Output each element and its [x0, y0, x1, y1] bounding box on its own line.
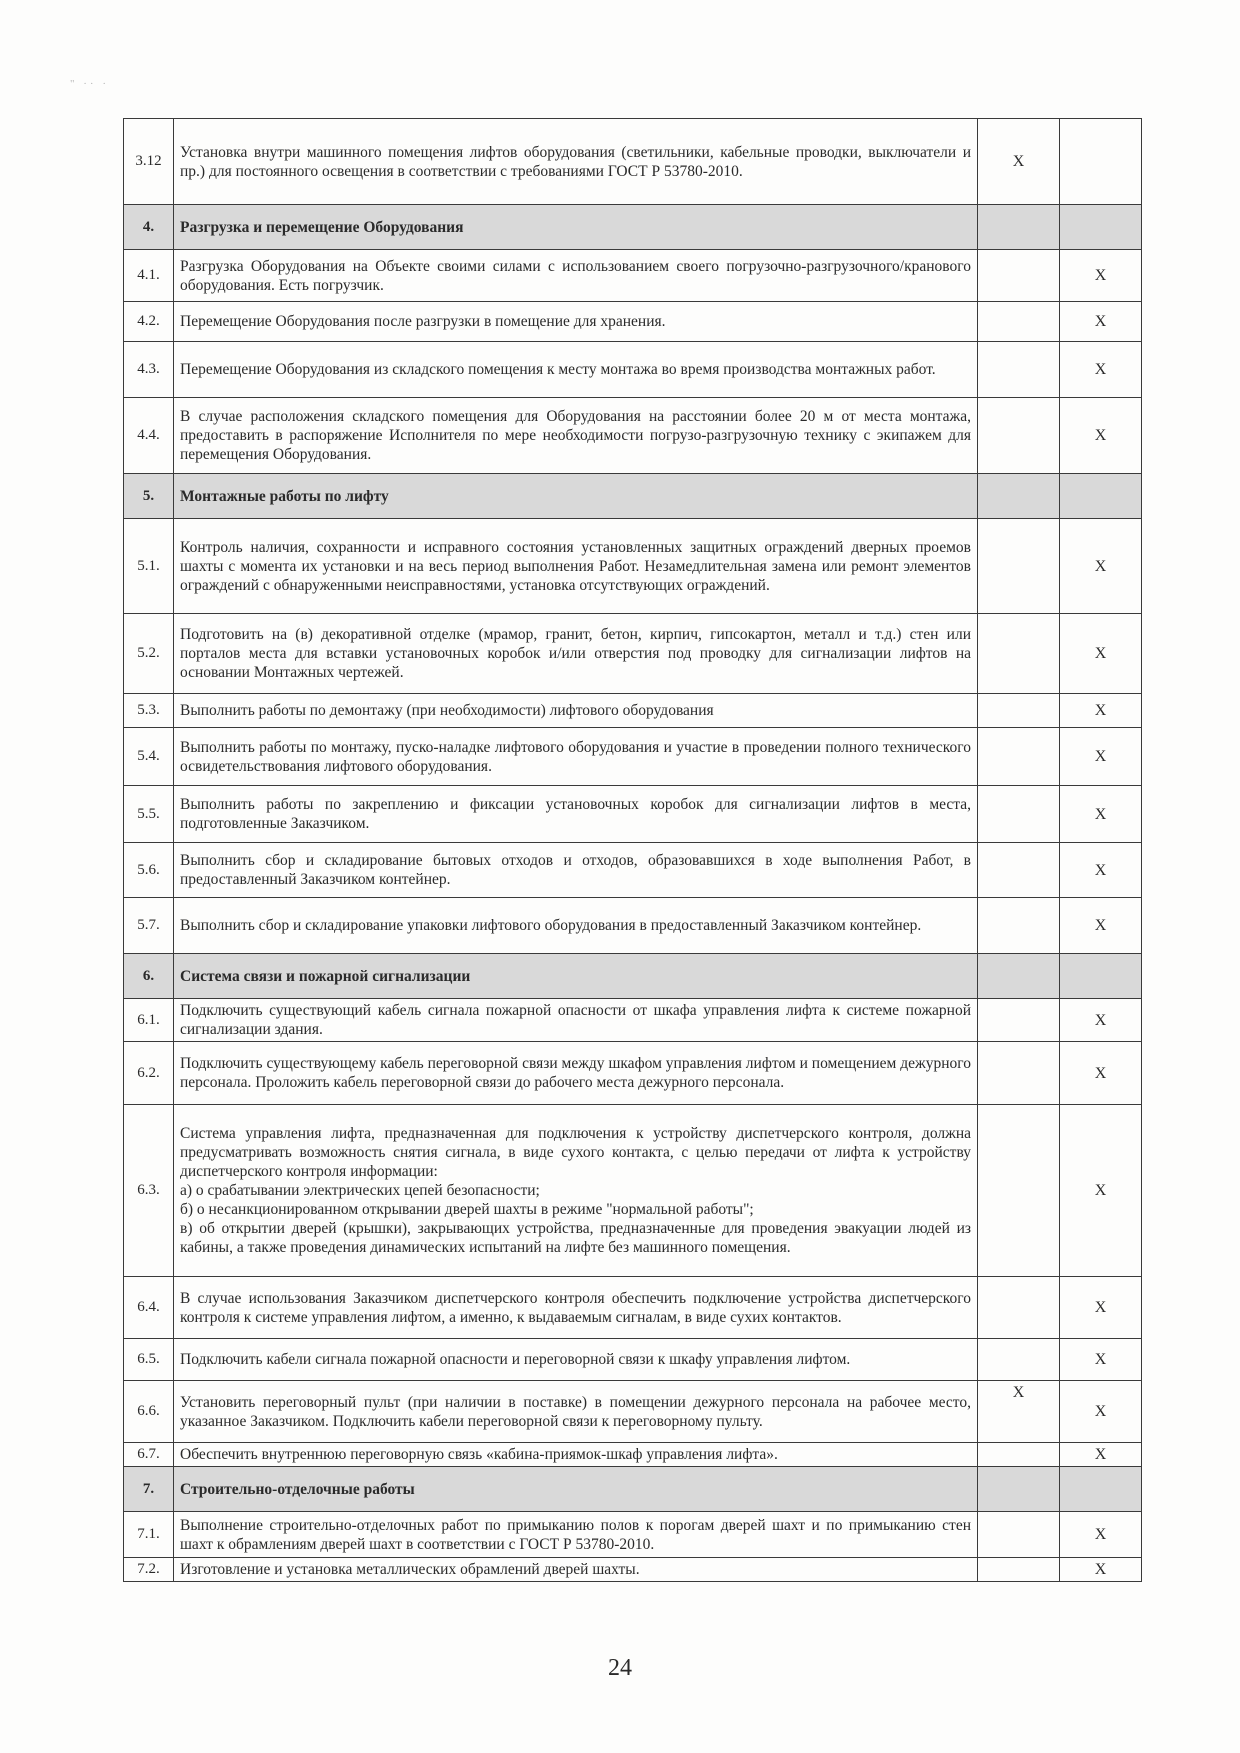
item-number: 4.1.: [124, 250, 174, 302]
responsibility-mark-a: [978, 614, 1060, 694]
responsibility-mark-a: [978, 999, 1060, 1042]
section-empty-cell: [978, 954, 1060, 999]
item-number: 5.3.: [124, 694, 174, 728]
responsibility-mark-a: [978, 1339, 1060, 1381]
item-description: Подключить существующий кабель сигнала пожарной опасности от шкафа управления лифта к системе пожарной сигнализации здания.: [174, 999, 978, 1042]
section-header-row: [124, 205, 1142, 250]
responsibility-mark-a: [978, 1558, 1060, 1582]
item-number: 6.2.: [124, 1042, 174, 1105]
item-number: 7.2.: [124, 1558, 174, 1582]
item-description: Установить переговорный пульт (при наличии в поставке) в помещении дежурного персонала на рабочее место, указанное Заказчиком. Подключить кабели переговорной связи к переговорному пульту.: [174, 1381, 978, 1443]
table-row: [124, 1042, 1142, 1105]
item-description: Выполнить работы по закреплению и фиксации установочных коробок для сигнализации лифтов в места, подготовленные Заказчиком.: [174, 786, 978, 843]
table-row: [124, 999, 1142, 1042]
table-row: [124, 1277, 1142, 1339]
item-number: 5.2.: [124, 614, 174, 694]
section-header-row: [124, 954, 1142, 999]
item-description: Установка внутри машинного помещения лифтов оборудования (светильники, кабельные проводки, выключатели и пр.) для постоянного освещения в соответствии с требованиями ГОСТ Р 53780-2010.: [174, 119, 978, 205]
section-empty-cell: [978, 205, 1060, 250]
item-description: Выполнить работы по монтажу, пуско-наладке лифтового оборудования и участие в проведении полного технического освидетельствования лифтового оборудования.: [174, 728, 978, 786]
responsibility-mark-b: X: [1060, 519, 1142, 614]
item-description: Выполнить сбор и складирование бытовых отходов и отходов, образовавшихся в ходе выполнения Работ, в предоставленный Заказчиком контейнер.: [174, 843, 978, 898]
item-description: Обеспечить внутреннюю переговорную связь «кабина-приямок-шкаф управления лифта».: [174, 1443, 978, 1467]
table-row: [124, 1443, 1142, 1467]
section-header-row: [124, 474, 1142, 519]
item-description: Разгрузка Оборудования на Объекте своими силами с использованием своего погрузочно-разгрузочного/кранового оборудования. Есть погрузчик.: [174, 250, 978, 302]
table-row: [124, 898, 1142, 954]
item-number: 3.12: [124, 119, 174, 205]
section-empty-cell: [1060, 1467, 1142, 1512]
table-row: [124, 398, 1142, 474]
table-row: [124, 1558, 1142, 1582]
responsibility-mark-b: X: [1060, 898, 1142, 954]
section-number: 4.: [124, 205, 174, 250]
responsibility-mark-b: X: [1060, 1339, 1142, 1381]
page-number: 24: [608, 1655, 632, 1681]
responsibility-mark-a: [978, 1443, 1060, 1467]
section-empty-cell: [1060, 954, 1142, 999]
item-description: Перемещение Оборудования из складского помещения к месту монтажа во время производства монтажных работ.: [174, 342, 978, 398]
section-empty-cell: [978, 474, 1060, 519]
section-title: Система связи и пожарной сигнализации: [174, 954, 978, 999]
responsibility-mark-b: X: [1060, 1277, 1142, 1339]
responsibility-mark-a: [978, 250, 1060, 302]
item-description: Система управления лифта, предназначенная для подключения к устройству диспетчерского контроля, должна предусматривать возможность снятия сигнала, в виде сухого контакта, с целью передачи от лифта к устройству диспетчерского контроля информации: а) о срабатывании электрических цепей безопасности; б) о несанкционированном открывании дверей шахты в режиме "нормальной работы"; в) об открытии дверей (крышки), закрывающих устройства, предназначенные для проведения эвакуации людей из кабины, а также проведения динамических испытаний на лифте без машинного помещения.: [174, 1105, 978, 1277]
responsibility-mark-a: [978, 843, 1060, 898]
works-table-body: [124, 119, 1142, 1582]
table-row: [124, 1381, 1142, 1443]
table-row: [124, 1512, 1142, 1558]
responsibility-mark-a: [978, 1105, 1060, 1277]
responsibility-mark-a: [978, 728, 1060, 786]
section-empty-cell: [978, 1467, 1060, 1512]
item-number: 4.4.: [124, 398, 174, 474]
section-number: 5.: [124, 474, 174, 519]
item-number: 5.7.: [124, 898, 174, 954]
responsibility-mark-b: X: [1060, 1558, 1142, 1582]
table-row: [124, 119, 1142, 205]
responsibility-mark-b: X: [1060, 342, 1142, 398]
document-page: [123, 118, 1141, 1582]
item-number: 5.4.: [124, 728, 174, 786]
responsibility-mark-a: [978, 1277, 1060, 1339]
item-number: 6.4.: [124, 1277, 174, 1339]
item-number: 6.5.: [124, 1339, 174, 1381]
table-row: [124, 614, 1142, 694]
table-row: [124, 694, 1142, 728]
responsibility-mark-a: [978, 786, 1060, 843]
responsibility-mark-a: [978, 694, 1060, 728]
responsibility-mark-a: X: [978, 1381, 1060, 1443]
responsibility-mark-b: X: [1060, 999, 1142, 1042]
item-description: Изготовление и установка металлических обрамлений дверей шахты.: [174, 1558, 978, 1582]
responsibility-mark-a: [978, 342, 1060, 398]
responsibility-mark-b: X: [1060, 1512, 1142, 1558]
item-description: Контроль наличия, сохранности и исправного состояния установленных защитных ограждений дверных проемов шахты с момента их установки и на весь период выполнения Работ. Незамедлительная замена или ремонт элементов ограждений с обнаруженными неисправностями, установка отсутствующих ограждений.: [174, 519, 978, 614]
item-description: Выполнение строительно-отделочных работ по примыканию полов к порогам дверей шахт и по примыканию стен шахт к обрамлениям дверей шахт в соответствии с ГОСТ Р 53780-2010.: [174, 1512, 978, 1558]
item-description: Подключить существующему кабель переговорной связи между шкафом управления лифтом и помещением дежурного персонала. Проложить кабель переговорной связи до рабочего места дежурного персонала.: [174, 1042, 978, 1105]
item-number: 6.1.: [124, 999, 174, 1042]
responsibility-mark-a: [978, 398, 1060, 474]
responsibility-mark-b: X: [1060, 1105, 1142, 1277]
responsibility-mark-b: [1060, 119, 1142, 205]
item-number: 5.1.: [124, 519, 174, 614]
scan-artifact: " ·· ·: [70, 78, 109, 90]
table-row: [124, 1339, 1142, 1381]
table-row: [124, 342, 1142, 398]
responsibility-mark-b: X: [1060, 1042, 1142, 1105]
section-number: 6.: [124, 954, 174, 999]
item-number: 4.2.: [124, 302, 174, 342]
responsibility-mark-b: X: [1060, 694, 1142, 728]
works-table: [123, 118, 1142, 1582]
responsibility-mark-a: [978, 1512, 1060, 1558]
item-number: 7.1.: [124, 1512, 174, 1558]
responsibility-mark-b: X: [1060, 614, 1142, 694]
item-number: 5.5.: [124, 786, 174, 843]
item-description: Выполнить работы по демонтажу (при необходимости) лифтового оборудования: [174, 694, 978, 728]
section-header-row: [124, 1467, 1142, 1512]
item-description: Подготовить на (в) декоративной отделке (мрамор, гранит, бетон, кирпич, гипсокартон, металл и т.д.) стен или порталов места для вставки установочных коробок и/или отверстия под проводку для сигнализации лифтов на основании Монтажных чертежей.: [174, 614, 978, 694]
item-number: 6.7.: [124, 1443, 174, 1467]
section-empty-cell: [1060, 474, 1142, 519]
item-number: 5.6.: [124, 843, 174, 898]
responsibility-mark-b: X: [1060, 250, 1142, 302]
item-number: 4.3.: [124, 342, 174, 398]
responsibility-mark-b: X: [1060, 1443, 1142, 1467]
item-description: Подключить кабели сигнала пожарной опасности и переговорной связи к шкафу управления лифтом.: [174, 1339, 978, 1381]
table-row: [124, 250, 1142, 302]
responsibility-mark-a: [978, 1042, 1060, 1105]
responsibility-mark-a: X: [978, 119, 1060, 205]
table-row: [124, 843, 1142, 898]
responsibility-mark-b: X: [1060, 302, 1142, 342]
responsibility-mark-a: [978, 519, 1060, 614]
responsibility-mark-a: [978, 302, 1060, 342]
responsibility-mark-b: X: [1060, 786, 1142, 843]
responsibility-mark-a: [978, 898, 1060, 954]
table-row: [124, 1105, 1142, 1277]
item-description: Перемещение Оборудования после разгрузки в помещение для хранения.: [174, 302, 978, 342]
responsibility-mark-b: X: [1060, 728, 1142, 786]
table-row: [124, 302, 1142, 342]
section-empty-cell: [1060, 205, 1142, 250]
section-title: Монтажные работы по лифту: [174, 474, 978, 519]
responsibility-mark-b: X: [1060, 843, 1142, 898]
table-row: [124, 519, 1142, 614]
responsibility-mark-b: X: [1060, 398, 1142, 474]
section-number: 7.: [124, 1467, 174, 1512]
table-row: [124, 786, 1142, 843]
section-title: Строительно-отделочные работы: [174, 1467, 978, 1512]
item-description: В случае расположения складского помещения для Оборудования на расстоянии более 20 м от места монтажа, предоставить в распоряжение Исполнителя по мере необходимости погрузо-разгрузочную технику с экипажем для перемещения Оборудования.: [174, 398, 978, 474]
item-number: 6.3.: [124, 1105, 174, 1277]
table-row: [124, 728, 1142, 786]
item-description: Выполнить сбор и складирование упаковки лифтового оборудования в предоставленный Заказчиком контейнер.: [174, 898, 978, 954]
item-number: 6.6.: [124, 1381, 174, 1443]
section-title: Разгрузка и перемещение Оборудования: [174, 205, 978, 250]
item-description: В случае использования Заказчиком диспетчерского контроля обеспечить подключение устройства диспетчерского контроля к системе управления лифтом, а именно, к выдаваемым сигналам, в виде сухих контактов.: [174, 1277, 978, 1339]
responsibility-mark-b: X: [1060, 1381, 1142, 1443]
